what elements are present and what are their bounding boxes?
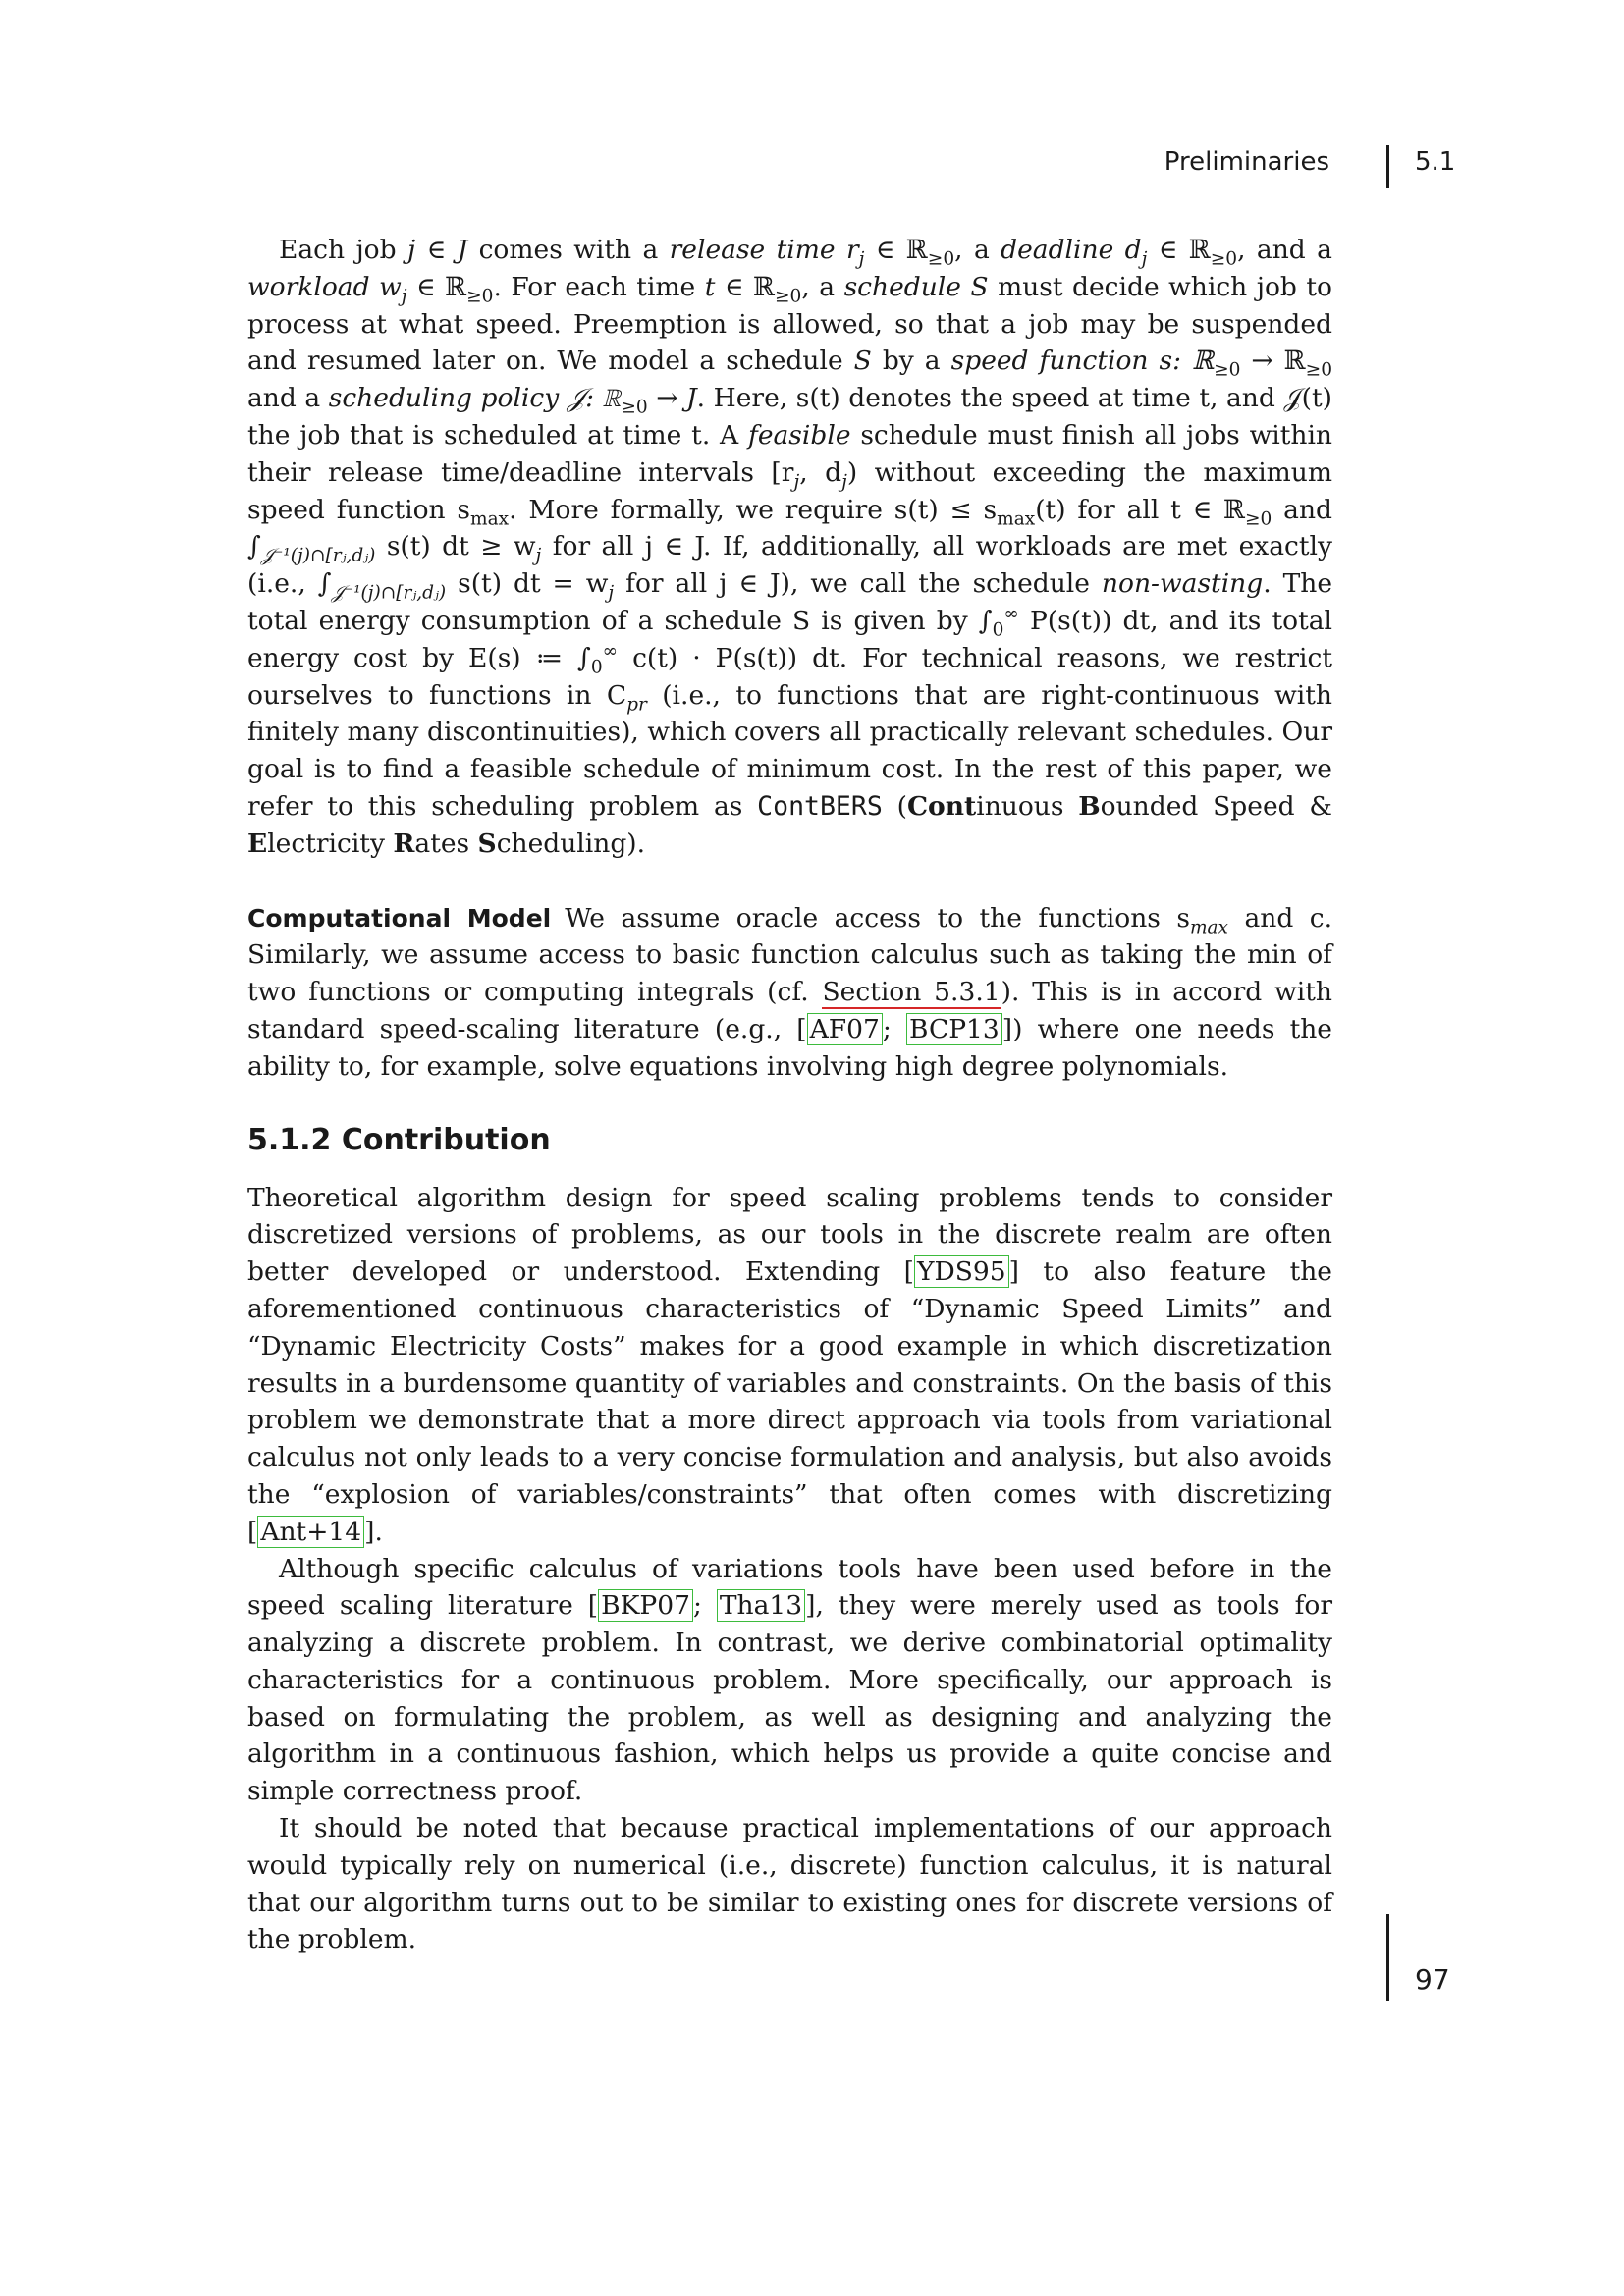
term-feasible: feasible bbox=[748, 419, 851, 451]
paragraph-computational-model: Computational Model We assume oracle access to the functions $s_{max}$ and c. Similarly, we assume access to basic function calculus such as taking the min of two functions or computing integrals (cf. Section 5.3.1). This is in accord with standard speed-scaling literature (e.g., [ AF07 ; BCP13 ]) where one needs the ability to, for example, solve equations involving high degree polynomials. bbox=[247, 902, 1333, 1082]
term-workload: workload bbox=[247, 271, 370, 302]
term-speed-function: speed function bbox=[950, 346, 1149, 377]
term-scheduling-policy: scheduling policy bbox=[328, 383, 560, 414]
page-number: 97 bbox=[1415, 1963, 1450, 1996]
term-release-time: release time bbox=[669, 235, 836, 265]
term-non-wasting: non-wasting bbox=[1101, 568, 1264, 600]
page-body bbox=[247, 232, 1332, 1958]
paragraph-contribution-2: Although specific calculus of variations tools have been used before in the speed scaling literature [ BKP07 ; Tha13 ], they were merely used as tools for analyzing a discrete problem. In contrast, we derive combinatorial optimality characteristics for a continuous problem. More specifically, our approach is based on formulating the problem, as well as designing and analyzing the algorithm in a continuous fashion, which helps us provide a quite concise and simple correctness proof. bbox=[247, 1553, 1332, 1807]
term-deadline: deadline bbox=[1001, 235, 1114, 265]
paragraph-contribution-1: Theoretical algorithm design for speed scaling problems tends to consider discretized versions of problems, as our tools in the discrete realm are often better developed or understood. Extending [ YDS95 ] to also feature the aforementioned continuous characteristics of “Dynamic Speed Limits” and “Dynamic Electricity Costs” makes for a good example in which discretization results in a burdensome quantity of variables and constraints. On the basis of this problem we demonstrate that a more direct approach via tools from variational calculus not only leads to a very concise formulation and analysis, but also avoids the “explosion of variables/constraints” that often comes with discretizing [ Ant+14 ]. bbox=[247, 1182, 1332, 1547]
section-link[interactable]: Section 5.3.1 bbox=[822, 977, 1001, 1008]
citation-link[interactable]: Ant+14 bbox=[257, 1516, 364, 1548]
citation-link[interactable]: YDS95 bbox=[914, 1255, 1009, 1288]
header-chapter-title: Preliminaries bbox=[1164, 147, 1329, 177]
footer-divider bbox=[1386, 1914, 1389, 2001]
citation-link[interactable]: BKP07 bbox=[598, 1589, 693, 1622]
header-divider bbox=[1386, 145, 1389, 188]
subsection-heading: 5.1.2 Contribution bbox=[247, 1122, 551, 1157]
citation-link[interactable]: AF07 bbox=[807, 1013, 883, 1045]
problem-name: ContBERS bbox=[757, 790, 883, 822]
header-section-number: 5.1 bbox=[1415, 147, 1456, 177]
citation-link[interactable]: Tha13 bbox=[717, 1589, 805, 1622]
paragraph-contribution-3: It should be noted that because practical implementations of our approach would typically rely on numerical (i.e., discrete) function calculus, it is natural that our algorithm turns out to be similar to existing ones for discrete versions of the problem. bbox=[247, 1813, 1332, 1955]
running-header bbox=[1159, 145, 1456, 185]
paragraph-problem-definition: Each job j ∈ J comes with a release time $r_j$ ∈ ℝ$_{\ge 0}$, a deadline $d_j$ ∈ ℝ$_{\ge 0}$, and a workload $w_j$ ∈ ℝ$_{\ge 0}$. For each time t ∈ ℝ$_{\ge 0}$, a schedule S must decide which job to process at what speed. Preemption is allowed, so that a job may be suspended and resumed later on. We model a schedule S by a speed function s: ℝ$_{\ge 0}$ → ℝ$_{\ge 0}$ and a scheduling policy 𝒥: ℝ$_{\ge 0}$ → J. Here, s(t) denotes the speed at time t, and 𝒥(t) the job that is scheduled at time t. A feasible schedule must finish all jobs within their release time/deadline intervals [$r_j$, $d_j$) without exceeding the maximum speed function $s_{max}$. More formally, we require $s(t) \le s_{max}(t)$ for all t ∈ ℝ$_{\ge 0}$ and $\int_{𝒥^{-1}(j)\cap[rⱼ,dⱼ)}$ s(t) dt ≥ $w_j$ for all j ∈ J. If, additionally, all workloads are met exactly (i.e., $\int_{𝒥^{-1}(j)\cap[rⱼ,dⱼ)}$ s(t) dt = $w_j$ for all j ∈ J), we call the schedule non-wasting. The total energy consumption of a schedule S is given by $\int_0^\infty$ P(s(t)) dt, and its total energy cost by E(s) ≔ $\int_0^\infty$ c(t) · P(s(t)) dt. For technical reasons, we restrict ourselves to functions in $C_{pr}$ (i.e., to functions that are right-continuous with finitely many discontinuities), which covers all practically relevant schedules. Our goal is to find a feasible schedule of minimum cost. In the rest of this paper, we refer to this scheduling problem as ContBERS (Continuous Bounded Speed & Electricity Rates Scheduling). bbox=[247, 235, 1333, 859]
paragraph-heading-computational-model: Computational Model bbox=[247, 903, 552, 933]
term-schedule: schedule S bbox=[843, 271, 989, 302]
citation-link[interactable]: BCP13 bbox=[906, 1013, 1002, 1045]
